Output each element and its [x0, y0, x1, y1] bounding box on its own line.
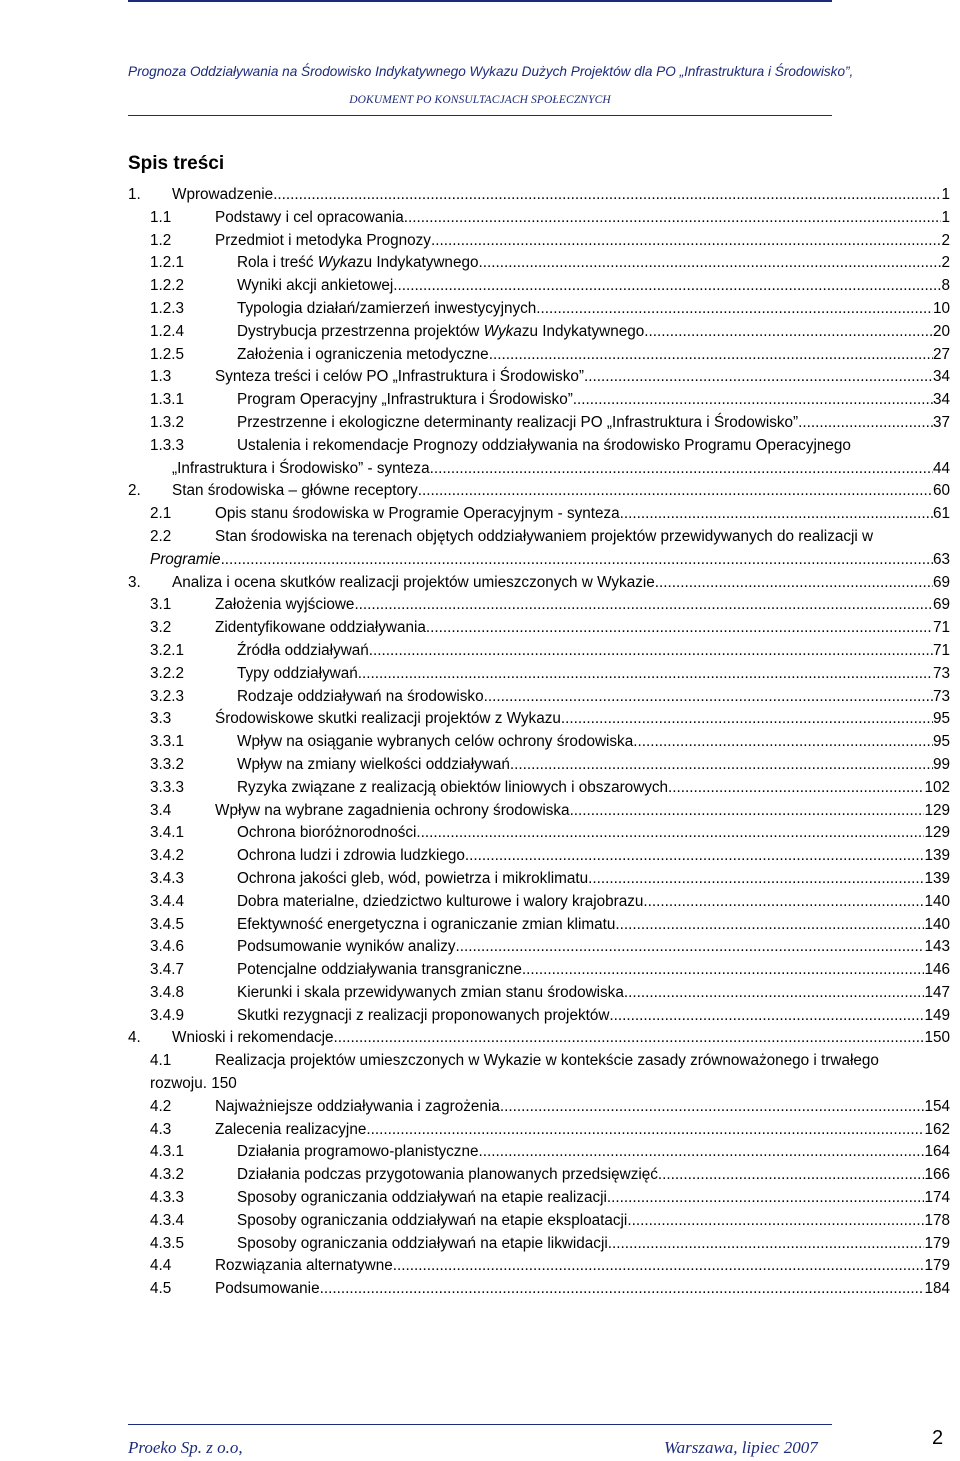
toc-entry-page: 140	[924, 892, 950, 910]
toc-entry-title: Synteza treści i celów PO „Infrastruktura i Środowisko”	[215, 368, 584, 386]
toc-entry-title: Źródła oddziaływań	[237, 641, 369, 659]
top-rule	[128, 0, 832, 2]
toc-entry-title: Typologia działań/zamierzeń inwestycyjnych	[237, 299, 537, 317]
toc-leader-dots	[658, 1164, 925, 1187]
toc-entry-title: Podstawy i cel opracowania	[215, 208, 404, 226]
toc-entry-number: 1.3	[150, 368, 172, 386]
toc-entry-page: 61	[932, 505, 950, 523]
toc-entry-page: 1	[941, 186, 950, 203]
toc-entry[interactable]	[128, 1096, 950, 1119]
toc-entry[interactable]	[128, 230, 950, 253]
toc-entry[interactable]	[128, 389, 950, 412]
toc-entry-number: 1.3.2	[150, 413, 185, 431]
toc-entry-title: Rozwiązania alternatywne	[215, 1257, 393, 1275]
toc-entry-number: 4.1	[150, 1052, 172, 1070]
toc-entry-page: 37	[932, 413, 950, 431]
toc-entry-number: 1.2	[150, 231, 172, 249]
toc-entry-number: 3.3.1	[150, 733, 185, 751]
toc-leader-dots	[570, 800, 925, 823]
toc-leader-dots	[393, 275, 941, 298]
toc-leader-dots	[655, 572, 933, 595]
toc-leader-dots	[561, 708, 933, 731]
toc-entry-title: Skutki rezygnacji z realizacji proponowanych projektów	[237, 1006, 610, 1024]
toc-entry-page: 99	[932, 755, 950, 773]
toc-entry-number: 3.3	[150, 710, 172, 728]
toc-entry-page: 184	[924, 1280, 950, 1298]
toc-entry-page: 8	[941, 277, 950, 295]
toc-entry-title: Wyniki akcji ankietowej	[237, 277, 394, 295]
toc-leader-dots	[426, 617, 933, 640]
toc-entry-number: 3.4.6	[150, 938, 185, 956]
toc-entry-title: Realizacja projektów umieszczonych w Wykazie w kontekście zasady zrównoważonego i trwałego	[215, 1052, 879, 1070]
footer-company: Proeko Sp. z o.o,	[128, 1438, 243, 1457]
toc-entry[interactable]	[128, 275, 950, 298]
toc-entry-title: Stan środowiska – główne receptory	[172, 482, 418, 500]
toc-leader-dots	[221, 549, 933, 572]
toc-entry-title: Potencjalne oddziaływania transgraniczne	[237, 961, 522, 979]
toc-entry-title: Zalecenia realizacyjne	[215, 1120, 367, 1138]
toc-entry-page: 139	[924, 869, 950, 887]
toc-entry-number: 3.4.8	[150, 983, 185, 1001]
toc-entry[interactable]	[128, 1187, 950, 1210]
toc-entry-number: 3.2.3	[150, 687, 185, 705]
toc-entry-page: 10	[932, 299, 950, 317]
toc-leader-dots	[620, 503, 933, 526]
toc-entry-title: Ochrona ludzi i zdrowia ludzkiego	[237, 847, 465, 865]
toc-entry[interactable]	[128, 366, 950, 389]
toc-entry[interactable]	[128, 184, 950, 207]
toc-entry-number: 4.5	[150, 1280, 172, 1298]
toc-entry-title: Stan środowiska na terenach objętych oddziaływaniem projektów przewidywanych do realizacji w	[215, 527, 874, 545]
toc-entry[interactable]	[128, 891, 950, 914]
toc-entry-number: 3.4.9	[150, 1006, 185, 1024]
toc-entry-title: Zidentyfikowane oddziaływania	[215, 619, 426, 637]
toc-leader-dots	[615, 914, 924, 937]
toc-leader-dots	[500, 1096, 925, 1119]
toc-entry-number: 4.3.3	[150, 1189, 185, 1207]
toc-entry-page: 174	[924, 1189, 950, 1207]
toc-leader-dots	[607, 1187, 925, 1210]
toc-entry[interactable]	[128, 1005, 950, 1028]
toc-entry[interactable]	[128, 868, 950, 891]
toc-entry-page: 162	[924, 1120, 950, 1138]
toc-entry[interactable]	[128, 686, 950, 709]
toc-entry-number: 1.1	[150, 208, 172, 226]
toc-entry-title: Założenia wyjściowe	[215, 596, 355, 614]
toc-leader-dots	[369, 640, 933, 663]
toc-entry-page: 34	[932, 368, 950, 386]
toc-entry-title: Opis stanu środowiska w Programie Operacyjnym - synteza	[215, 505, 620, 523]
toc-leader-dots	[643, 891, 924, 914]
toc-leader-dots	[431, 230, 942, 253]
toc-entry-number: 3.4.5	[150, 915, 185, 933]
toc-leader-dots	[609, 1005, 924, 1028]
toc-leader-dots	[393, 1255, 925, 1278]
toc-leader-dots	[798, 412, 933, 435]
toc-leader-dots	[588, 868, 924, 891]
toc-entry-number: 4.3.5	[150, 1234, 185, 1252]
toc-entry-page: 1	[941, 208, 950, 226]
toc-entry-page: 34	[932, 391, 950, 409]
toc-leader-dots	[456, 936, 925, 959]
toc-entry-title: Wpływ na osiąganie wybranych celów ochrony środowiska	[237, 733, 634, 751]
toc-leader-dots	[404, 207, 942, 230]
toc-entry-title: Rola i treść Wykazu Indykatywnego	[237, 254, 479, 272]
toc-entry[interactable]	[128, 777, 950, 800]
toc-entry-number: 4.3.1	[150, 1143, 185, 1161]
toc-leader-dots	[418, 480, 933, 503]
toc-entry-title: Rodzaje oddziaływań na środowisko	[237, 687, 484, 705]
toc-leader-dots	[416, 822, 924, 845]
toc-entry[interactable]	[128, 959, 950, 982]
toc-entry-title-continuation: Programie	[150, 550, 221, 568]
toc-entry-number: 3.4	[150, 801, 172, 819]
toc-entry-page: 146	[924, 961, 950, 979]
toc-entry[interactable]	[128, 344, 950, 367]
toc-entry[interactable]	[128, 1210, 950, 1233]
footer-rule	[128, 1424, 832, 1425]
page-number: 2	[932, 1427, 944, 1449]
toc-entry[interactable]	[128, 1050, 950, 1096]
toc-leader-dots	[536, 298, 933, 321]
toc-entry[interactable]	[128, 412, 950, 435]
toc-entry-title: Ochrona jakości gleb, wód, powietrza i mikroklimatu	[237, 869, 589, 887]
toc-leader-dots	[478, 1141, 924, 1164]
toc-entry-number: 3.3.2	[150, 755, 185, 773]
toc-entry[interactable]	[128, 1027, 950, 1050]
toc-entry-page: 73	[932, 687, 950, 705]
toc-entry[interactable]	[128, 298, 950, 321]
toc-entry-page: 69	[932, 573, 950, 591]
document-header-subtitle: DOKUMENT PO KONSULTACJACH SPOŁECZNYCH	[349, 94, 611, 106]
toc-entry-title: Działania programowo-planistyczne	[237, 1143, 479, 1161]
toc-entry[interactable]	[128, 321, 950, 344]
toc-entry-number: 1.3.1	[150, 391, 185, 409]
toc-entry-page: 60	[932, 482, 950, 500]
toc-entry-title: Przestrzenne i ekologiczne determinanty realizacji PO „Infrastruktura i Środowisko”	[237, 413, 799, 431]
toc-leader-dots	[334, 1027, 925, 1050]
toc-entry-page: 20	[932, 322, 950, 340]
toc-entry[interactable]	[128, 1164, 950, 1187]
toc-entry-number: 1.	[128, 186, 141, 203]
toc-entry-page: 154	[924, 1097, 950, 1115]
toc-entry-page: 140	[924, 915, 950, 933]
toc-entry-title: Podsumowanie	[215, 1280, 320, 1298]
toc-entry[interactable]	[128, 640, 950, 663]
toc-leader-dots	[573, 389, 933, 412]
toc-entry-number: 3.2.2	[150, 664, 185, 682]
toc-leader-dots	[358, 663, 933, 686]
toc-entry-page: 71	[932, 641, 950, 659]
toc-leader-dots	[608, 1233, 925, 1256]
toc-entry-title: Sposoby ograniczania oddziaływań na etapie likwidacji	[237, 1234, 608, 1252]
toc-entry-number: 3.4.7	[150, 961, 185, 979]
toc-entry-title: Kierunki i skala przewidywanych zmian stanu środowiska	[237, 983, 624, 1001]
toc-leader-dots	[430, 458, 933, 481]
toc-entry-title-continuation: rozwoju. 150	[150, 1075, 237, 1093]
toc-entry[interactable]	[128, 822, 950, 845]
toc-entry-page: 73	[932, 664, 950, 682]
toc-entry[interactable]	[128, 982, 950, 1005]
toc-entry-title: Podsumowanie wyników analizy	[237, 938, 456, 956]
toc-entry[interactable]	[128, 754, 950, 777]
toc-entry-title: Ryzyka związane z realizacją obiektów liniowych i obszarowych	[237, 778, 669, 796]
toc-entry-page: 44	[932, 459, 950, 477]
toc-entry[interactable]	[128, 663, 950, 686]
toc-leader-dots	[489, 344, 933, 367]
toc-entry-page: 139	[924, 847, 950, 865]
toc-entry-number: 3.4.1	[150, 824, 185, 842]
toc-leader-dots	[366, 1119, 924, 1142]
toc-entry-number: 3.2.1	[150, 641, 185, 659]
toc-entry-number: 4.2	[150, 1097, 172, 1115]
toc-entry[interactable]	[128, 936, 950, 959]
toc-entry-page: 102	[924, 778, 950, 796]
toc-leader-dots	[644, 321, 933, 344]
toc-entry-number: 1.2.3	[150, 299, 185, 317]
toc-entry-title: Efektywność energetyczna i ograniczanie zmian klimatu	[237, 915, 616, 933]
toc-entry[interactable]	[128, 572, 950, 595]
toc-entry-number: 2.2	[150, 527, 172, 545]
toc-entry-number: 2.1	[150, 505, 172, 523]
toc-entry-page: 63	[932, 550, 950, 568]
toc-entry[interactable]	[128, 207, 950, 230]
toc-entry-title: Najważniejsze oddziaływania i zagrożenia	[215, 1097, 500, 1115]
header-rule	[128, 115, 832, 116]
toc-entry-page: 143	[924, 938, 950, 956]
toc-entry[interactable]	[128, 914, 950, 937]
table-of-contents	[128, 184, 950, 1301]
toc-entry[interactable]	[128, 435, 950, 481]
toc-leader-dots	[627, 1210, 924, 1233]
toc-entry-title: Założenia i ograniczenia metodyczne	[237, 345, 489, 363]
toc-leader-dots	[584, 366, 933, 389]
toc-entry[interactable]	[128, 252, 950, 275]
toc-entry-page: 71	[932, 619, 950, 637]
toc-entry[interactable]	[128, 800, 950, 823]
toc-entry-title: Wnioski i rekomendacje	[172, 1029, 334, 1047]
toc-entry-number: 3.4.2	[150, 847, 185, 865]
toc-entry-number: 1.2.2	[150, 277, 185, 295]
toc-entry-page: 179	[924, 1234, 950, 1252]
document-header-title: Prognoza Oddziaływania na Środowisko Indykatywnego Wykazu Dużych Projektów dla PO „Infrastruktura i Środowisko”,	[128, 64, 854, 79]
toc-entry-title: Przedmiot i metodyka Prognozy	[215, 231, 431, 249]
toc-leader-dots	[624, 982, 925, 1005]
toc-entry-number: 2.	[128, 482, 141, 500]
toc-entry[interactable]	[128, 1119, 950, 1142]
toc-entry-title: Dystrybucja przestrzenna projektów Wykazu Indykatywnego	[237, 322, 645, 340]
toc-entry-page: 129	[924, 824, 950, 842]
toc-entry-number: 4.3.2	[150, 1166, 185, 1184]
toc-leader-dots	[510, 754, 933, 777]
toc-entry-title: Program Operacyjny „Infrastruktura i Środowisko”	[237, 391, 573, 409]
toc-entry[interactable]	[128, 708, 950, 731]
toc-entry-title: Środowiskowe skutki realizacji projektów z Wykazu	[215, 710, 561, 728]
toc-entry[interactable]	[128, 1278, 950, 1301]
toc-entry-title: Wpływ na zmiany wielkości oddziaływań	[237, 755, 510, 773]
toc-entry-page: 166	[924, 1166, 950, 1184]
toc-entry-number: 3.2	[150, 619, 172, 637]
toc-entry-page: 95	[932, 733, 950, 751]
toc-entry-page: 149	[924, 1006, 950, 1024]
toc-leader-dots	[668, 777, 924, 800]
toc-leader-dots	[484, 686, 933, 709]
toc-entry-number: 3.4.3	[150, 869, 185, 887]
toc-entry[interactable]	[128, 845, 950, 868]
toc-entry-page: 147	[924, 983, 950, 1001]
toc-entry-number: 4.	[128, 1029, 141, 1047]
toc-entry-number: 3.3.3	[150, 778, 185, 796]
toc-entry-title: Typy oddziaływań	[237, 664, 358, 682]
toc-entry-number: 3.	[128, 573, 141, 591]
footer-date: Warszawa, lipiec 2007	[664, 1438, 818, 1457]
toc-entry-page: 178	[924, 1211, 950, 1229]
toc-entry-title-continuation: „Infrastruktura i Środowisko” - synteza	[172, 459, 430, 477]
toc-leader-dots	[465, 845, 925, 868]
toc-entry-title: Wpływ na wybrane zagadnienia ochrony środowiska	[215, 801, 570, 819]
toc-entry-number: 4.4	[150, 1257, 172, 1275]
toc-entry[interactable]	[128, 617, 950, 640]
toc-leader-dots	[320, 1278, 925, 1301]
toc-entry[interactable]	[128, 503, 950, 526]
toc-entry-number: 1.2.4	[150, 322, 185, 340]
toc-entry[interactable]	[128, 1255, 950, 1278]
toc-entry-title: Działania podczas przygotowania planowanych przedsięwzięć	[237, 1166, 658, 1184]
toc-entry[interactable]	[128, 480, 950, 503]
toc-entry-title: Sposoby ograniczania oddziaływań na etapie eksploatacji	[237, 1211, 628, 1229]
toc-entry-page: 2	[941, 231, 950, 249]
toc-leader-dots	[478, 252, 941, 275]
toc-entry[interactable]	[128, 1141, 950, 1164]
toc-entry-title: Wprowadzenie	[172, 186, 274, 203]
toc-entry-page: 27	[932, 345, 950, 363]
toc-entry-page: 129	[924, 801, 950, 819]
toc-leader-dots	[354, 594, 933, 617]
toc-entry-page: 95	[932, 710, 950, 728]
toc-entry-page: 69	[932, 596, 950, 614]
toc-entry[interactable]	[128, 526, 950, 572]
toc-entry-number: 4.3	[150, 1120, 172, 1138]
toc-entry-page: 164	[924, 1143, 950, 1161]
toc-entry-page: 150	[924, 1029, 950, 1047]
toc-entry[interactable]	[128, 731, 950, 754]
toc-entry-number: 3.1	[150, 596, 172, 614]
toc-entry-title: Analiza i ocena skutków realizacji projektów umieszczonych w Wykazie	[172, 573, 655, 591]
toc-title: Spis treści	[128, 153, 225, 174]
toc-entry-number: 4.3.4	[150, 1211, 185, 1229]
toc-leader-dots	[633, 731, 933, 754]
toc-entry-number: 3.4.4	[150, 892, 185, 910]
toc-entry-page: 179	[924, 1257, 950, 1275]
toc-entry-number: 1.2.5	[150, 345, 185, 363]
toc-leader-dots	[522, 959, 925, 982]
toc-entry-title: Sposoby ograniczania oddziaływań na etapie realizacji	[237, 1189, 607, 1207]
toc-entry-page: 2	[941, 254, 950, 272]
toc-leader-dots	[273, 184, 941, 207]
toc-entry-number: 1.3.3	[150, 436, 185, 454]
toc-entry-title: Ochrona bioróżnorodności	[237, 824, 417, 842]
toc-entry-number: 1.2.1	[150, 254, 185, 272]
toc-entry[interactable]	[128, 594, 950, 617]
toc-entry[interactable]	[128, 1233, 950, 1256]
toc-entry-title: Ustalenia i rekomendacje Prognozy oddziaływania na środowisko Programu Operacyjnego	[237, 436, 851, 454]
toc-entry-title: Dobra materialne, dziedzictwo kulturowe i walory krajobrazu	[237, 892, 644, 910]
